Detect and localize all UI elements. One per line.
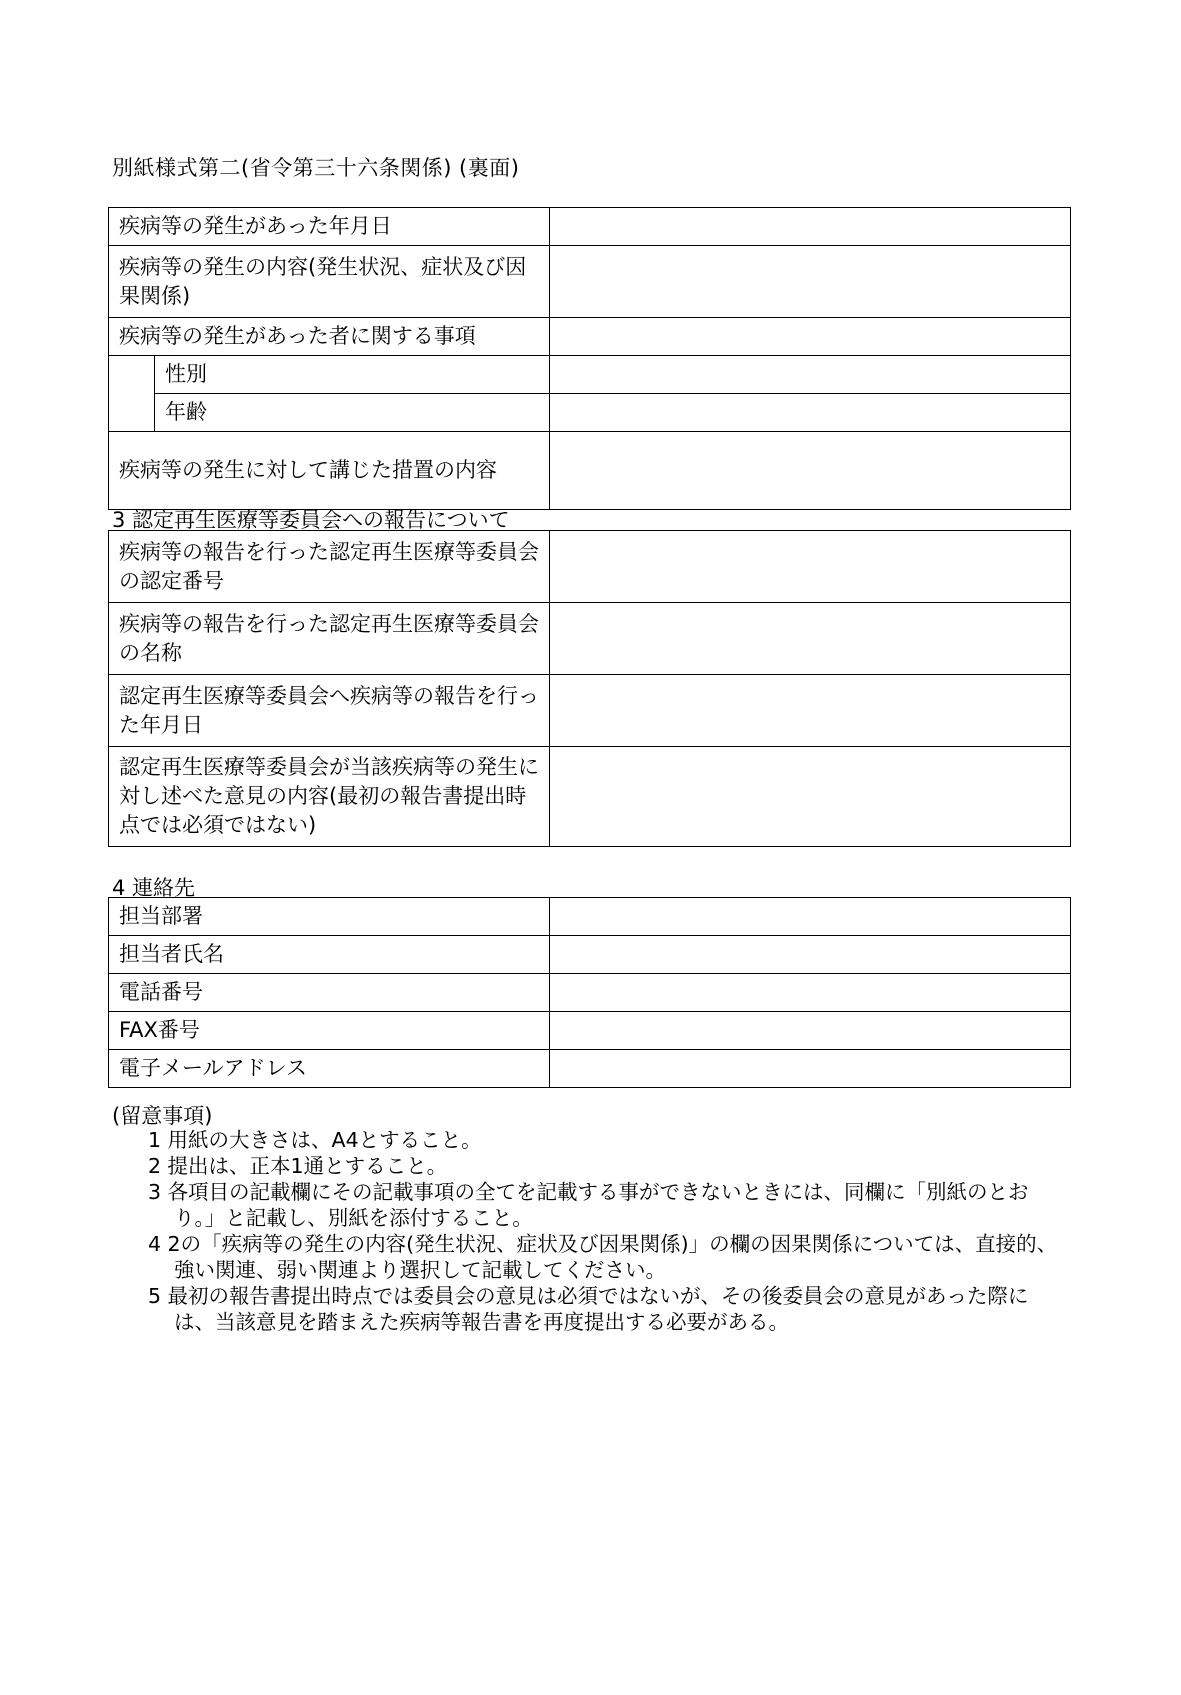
incident-table: [108, 207, 1071, 510]
row-label: 電子メールアドレス: [109, 1050, 550, 1088]
indent-cell: [109, 356, 155, 432]
row-label: 電話番号: [109, 974, 550, 1012]
table-row: [109, 356, 1071, 394]
table-row: [109, 675, 1071, 747]
contact-name-field[interactable]: [550, 936, 1071, 974]
table-row: [109, 603, 1071, 675]
row-label: 認定再生医療等委員会へ疾病等の報告を行った年月日: [109, 675, 550, 747]
section-4-heading: 4 連絡先: [112, 876, 196, 900]
value-field[interactable]: [550, 675, 1071, 747]
row-label: 疾病等の報告を行った認定再生医療等委員会の名称: [109, 603, 550, 675]
notes-list: [148, 1127, 1068, 1335]
row-label: 担当部署: [109, 898, 550, 936]
table-row: [109, 1050, 1071, 1088]
note-item: 2 提出は、正本1通とすること。: [148, 1154, 448, 1178]
row-label: 疾病等の発生の内容(発生状況、症状及び因果関係): [109, 246, 550, 318]
department-field[interactable]: [550, 898, 1071, 936]
committee-report-table: [108, 530, 1071, 847]
table-row: [109, 936, 1071, 974]
row-label: 疾病等の発生に対して講じた措置の内容: [109, 432, 550, 510]
sex-field[interactable]: [550, 356, 1071, 394]
note-item: 3 各項目の記載欄にその記載事項の全てを記載する事ができないときには、同欄に「別紙のとおり。」と記載し、別紙を添付すること。: [148, 1180, 1029, 1230]
table-row: [109, 747, 1071, 847]
row-label: 疾病等の報告を行った認定再生医療等委員会の認定番号: [109, 531, 550, 603]
value-field[interactable]: [550, 531, 1071, 603]
row-label-age: 年齢: [155, 394, 550, 432]
value-field[interactable]: [550, 246, 1071, 318]
notes-title: (留意事項): [112, 1104, 213, 1128]
page-title: 別紙様式第二(省令第三十六条関係) (裏面): [112, 156, 520, 180]
note-item: 5 最初の報告書提出時点では委員会の意見は必須ではないが、その後委員会の意見があった際には、当該意見を踏まえた疾病等報告書を再度提出する必要がある。: [148, 1284, 1029, 1334]
section-3-heading: 3 認定再生医療等委員会への報告について: [112, 508, 510, 532]
row-label: FAX番号: [109, 1012, 550, 1050]
value-field[interactable]: [550, 318, 1071, 356]
age-field[interactable]: [550, 394, 1071, 432]
phone-field[interactable]: [550, 974, 1071, 1012]
fax-field[interactable]: [550, 1012, 1071, 1050]
table-row: [109, 898, 1071, 936]
table-row: [109, 246, 1071, 318]
value-field[interactable]: [550, 603, 1071, 675]
row-label: 認定再生医療等委員会が当該疾病等の発生に対し述べた意見の内容(最初の報告書提出時点では必須ではない): [109, 747, 550, 847]
table-row: [109, 208, 1071, 246]
value-field[interactable]: [550, 747, 1071, 847]
email-field[interactable]: [550, 1050, 1071, 1088]
table-row: [109, 974, 1071, 1012]
table-row: [109, 394, 1071, 432]
row-label-sex: 性別: [155, 356, 550, 394]
value-field[interactable]: [550, 208, 1071, 246]
table-row: [109, 531, 1071, 603]
value-field[interactable]: [550, 432, 1071, 510]
row-label: 担当者氏名: [109, 936, 550, 974]
table-row: [109, 1012, 1071, 1050]
note-item: 1 用紙の大きさは、A4とすること。: [148, 1128, 482, 1152]
row-label: 疾病等の発生があった年月日: [109, 208, 550, 246]
table-row: [109, 318, 1071, 356]
contact-table: [108, 897, 1071, 1088]
note-item: 4 2の「疾病等の発生の内容(発生状況、症状及び因果関係)」の欄の因果関係については、直接的、強い関連、弱い関連より選択して記載してください。: [148, 1232, 1058, 1282]
row-label: 疾病等の発生があった者に関する事項: [109, 318, 550, 356]
table-row: [109, 432, 1071, 510]
